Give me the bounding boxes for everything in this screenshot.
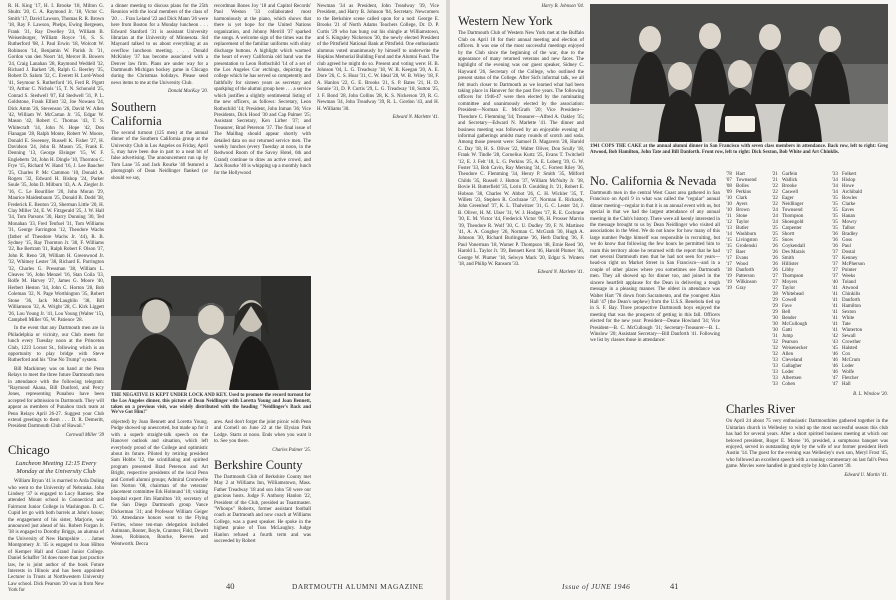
southern-california-heading: Southern California xyxy=(111,99,162,128)
attendee-name: Grodenski xyxy=(736,244,757,249)
class-year: '26 xyxy=(772,256,778,261)
attendee-name: McCullough xyxy=(782,322,808,327)
left-column-2 xyxy=(111,4,208,274)
attendee-name: Eaves xyxy=(842,208,854,213)
left-column-1 xyxy=(8,4,104,594)
class-year: '41 xyxy=(832,292,838,297)
class-year: '34 xyxy=(832,178,838,183)
class-year: '32 xyxy=(772,340,778,345)
attendee-name: Kenney xyxy=(842,256,858,261)
attendee-name: Gallagher xyxy=(782,364,802,369)
attendee-name: Toland xyxy=(842,280,856,285)
attendee-name: Tate xyxy=(842,322,851,327)
class-year: '41 xyxy=(832,322,838,327)
attendee-name: Townsend xyxy=(736,178,757,183)
class-year: '18 xyxy=(726,268,732,273)
right-page xyxy=(450,0,896,600)
class-year: '24 xyxy=(772,220,778,225)
attendee-name: Baer xyxy=(736,250,746,255)
attendee-name: Wolfe xyxy=(842,370,855,375)
class-year: '31 xyxy=(772,334,778,339)
left-column-2-lower xyxy=(111,420,208,566)
chicago-text: William Bryan '41 is married to Arda Duling who went to the University of Nebraska. John Lindsey '37 is engaged to Lucy Ramsey. She attended Mount school in Connecticut and Fairmont Junior College in Washington. D. C. Cupid let go with both barrels at John's house; the engagement of his sister, Marjorie, was announced just ahead of his. Robert Forgan Jr. '38 is engaged to Dorothy Briggs, an alumna of the University of New Hampshire . . . James Montgomery Jr. '45 is engaged to Joan Hilton of Kemper Hall and Grand Junior College. Daniel Schaffer '34 does more than just practice law, he is joint author of the book Future Interests in Illinois and has been appointed Lecturer in Trusts at Northwestern University Law school. Dick Pearson '20 was in from New York for xyxy=(8,479,104,594)
class-year: '12 xyxy=(726,220,732,225)
berkshire-signature: Edward N. Marlette '41. xyxy=(392,114,439,120)
attendee-name: Goss xyxy=(842,238,853,243)
class-year: '35 xyxy=(832,208,838,213)
class-year: '22 xyxy=(772,202,778,207)
attendee-name: Hamilton xyxy=(842,304,861,309)
attendee-name: Coykendall xyxy=(782,244,806,249)
class-year: '33 xyxy=(772,358,778,363)
right-page-number: 41 xyxy=(670,581,679,591)
right-footer-issue: Issue of JUNE 1946 xyxy=(562,582,631,591)
class-year: '08 xyxy=(726,184,732,189)
class-year: '25 xyxy=(772,226,778,231)
class-year: '36 xyxy=(832,244,838,249)
class-year: '46 xyxy=(832,370,838,375)
class-year: '19 xyxy=(726,280,732,285)
attendee-name: Hislop xyxy=(842,178,856,183)
class-year: '33 xyxy=(832,172,838,177)
berkshire-text: The Dartmouth Club of Berkshire County met May 2 at Williams Inn, Williamstown, Mass. Father Treadway '18 and son John '50 were our gracious hosts. Judge F. Anthony Hanlon '22, President of the Club, presided as Toastmaster. "Whoops" Roberts, former assistant football coach at Dartmouth and now coach at Williams College, was a guest speaker. He spoke in the highest praise of Tuss McLaughry. Judge Hanlon refused a fourth term and was succeeded by Robert xyxy=(214,475,311,545)
southern-california-continued: recordman Bones Joy '18 and Capitol Records' Paul Weston '33 collaborated most harmoniously at the piano, which shows that there is yet hope for the United Nations organization, and Johnny Merrill '37 sparked the songs. A welcome sign of the times was the replacement of the familiar uniforms with shiny discharge buttons. A highlight which warmed the heart of every California old hand was the presentation to Leon Rothschild '14 of a set of the Los Angeles Cor etchings, depicting the college which he has served so competently and faithfully for sixteen years as secretary and sparkplug of the alumni group here . . . a service which justifies a slightly sentimental listing of the new officers, as follows: Secretary, Leon Rothschild '14; President, John Inman '36; Vice Presidents, Dick Hood '30 and Cap Palmer '25; Assistant Secretary, Ken Lirber '37; and Treasurer, Brad Peterson '37. The final issue of The Mailbag should appear shortly with detailed data on our returned service men. The weekly lunches (every Tuesday at noon, in the Redwood Room of the Savoy Hotel, 6th and Grand) continue to draw an active crowd, and Jack Rourke '40 is whipping up a monthly lunch for the Hollywood xyxy=(214,4,311,176)
class-year: '45 xyxy=(832,346,838,351)
chicago-signature: Donald MacKay '20. xyxy=(167,89,208,95)
attendee-name: Loder xyxy=(782,370,794,375)
chicago-continued: a dinner meeting to discuss plans for the 25th Reunion with the local members of the class of '20 . . . Fran Leland '22 and Dick Mann '26 were here from Boston for a Monday luncheon . . . Edward Stanford '31 is assistant University librarian at the University of Minnesota. Sid Maynard talked to us about everything at an overflow luncheon meeting. . . . Donald McKinley '37 has become associated with a Denver law firm. Plans are under way for a Dartmouth Michigan hockey game in Chicago during the Christmas holidays. Please send news items to me at the University Club. xyxy=(111,4,208,86)
attendee-name: Danforth xyxy=(736,268,755,273)
class-year: '41 xyxy=(832,316,838,321)
class-year: '35 xyxy=(832,220,838,225)
class-year: '28 xyxy=(772,292,778,297)
attendee-name: McPherson xyxy=(842,262,865,267)
class-year: '30 xyxy=(772,316,778,321)
class-year: '27 xyxy=(772,274,778,279)
attendee-name: Thompson xyxy=(782,274,804,279)
berkshire-signature-right: Harry B. Johnson '04. xyxy=(541,4,584,9)
attendee-name: Talbot xyxy=(842,226,855,231)
class-year: '33 xyxy=(772,382,778,387)
class-year: '40 xyxy=(832,280,838,285)
left-page xyxy=(0,0,446,600)
left-column-4 xyxy=(317,4,439,566)
attendee-name: Evans xyxy=(736,256,749,261)
attendee-name: Ayers xyxy=(736,202,748,207)
class-year: '11 xyxy=(726,214,732,219)
attendee-name: Hanan xyxy=(842,214,856,219)
class-1941-photo-caption: 1941 COPS THE CAKE at the annual alumni dinner in San Francisco with seven class members in attendance. Back row, left to right: Greg Atwood, Bob Hamilton, John Tate and Bill Danforth. Front row, left to right: Dick Sexton, Bob White and Art Chinklis. xyxy=(590,144,888,155)
attendee-name: Paul xyxy=(842,244,851,249)
attendee-name: Archibald xyxy=(842,190,862,195)
attendee-name: Livingston xyxy=(736,238,758,243)
class-list-2 xyxy=(772,172,832,388)
attendee-name: Patterson xyxy=(736,274,755,279)
class-year: '14 xyxy=(726,232,732,237)
class-year: '33 xyxy=(772,364,778,369)
class-year: '15 xyxy=(726,238,732,243)
philadelphia-signature: Cornwall Miller '39 xyxy=(65,432,104,438)
neidlinger-photo-caption: THE NEGATIVE IS KEPT UNDER LOCK AND KEY. Used to promote the record turnout for the Los Angeles dinner, this picture of Dean Neidlinger with Loretta Young and Joan Bennett, taken on a previous visit, was widely distributed with the heading "Neidlinger's Back and We've Got Him!" xyxy=(111,393,311,416)
attendee-name: Gatti xyxy=(782,328,792,333)
attendee-name: Shortt xyxy=(782,232,795,237)
class-1941-photo-image xyxy=(590,4,888,142)
attendee-name: Thompson xyxy=(782,214,804,219)
class-year: '15 xyxy=(726,244,732,249)
western-new-york-signature: Edward N. Marlette '41. xyxy=(537,270,584,276)
attendee-name: Townsend xyxy=(782,208,803,213)
class-year: '37 xyxy=(832,262,838,267)
attendee-name: Cowell xyxy=(782,298,797,303)
attendee-name: Hillister xyxy=(782,262,799,267)
attendee-name: Gray xyxy=(736,286,746,291)
neidlinger-photo xyxy=(111,276,311,390)
attendee-name: Danforth xyxy=(842,298,861,303)
attendee-name: Perkins xyxy=(736,190,751,195)
attendee-name: Neidlinger xyxy=(782,202,804,207)
attendee-name: Stone xyxy=(736,214,748,219)
class-year: '37 xyxy=(832,268,838,273)
philadelphia-paragraph: In the event that any Dartmouth men are in Philadelphia or vicinity, our Club meets for lunch every Tuesday noon at the Princeton Club, 1223 Locust St., following which is an opportunity to play bridge with Steve Rutherford and his "One No Trump" system. xyxy=(8,326,104,364)
attendee-name: Caswell xyxy=(782,190,799,195)
left-column-3 xyxy=(214,4,311,274)
northern-california-signature: B. L. Winslow '20. xyxy=(853,392,888,397)
attendee-name: Snow xyxy=(782,238,794,243)
class-year: '27 xyxy=(772,280,778,285)
attendee-name: White xyxy=(842,316,855,321)
class-year: '10 xyxy=(726,208,732,213)
class-year: '25 xyxy=(772,238,778,243)
class-year: '41 xyxy=(832,298,838,303)
class-year: '21 xyxy=(772,178,778,183)
attendee-name: Brown xyxy=(736,208,750,213)
southern-california-closing: ares. And don't forget the joint picnic with Penn and Cornell on June 22 at the Elysian Park Lodge. Starts at noon. Ends when you want it to. See you there. xyxy=(214,420,311,445)
attendee-name: Fletcher xyxy=(842,376,859,381)
class-year: '36 xyxy=(832,232,838,237)
chicago-heading: Chicago xyxy=(8,443,50,458)
attendee-name: Loder xyxy=(842,364,854,369)
class-year: '33 xyxy=(772,376,778,381)
chicago-subheading: Luncheon Meeting 12:15 Every Monday at the University Club xyxy=(15,460,97,475)
attendee-name: Howe xyxy=(842,184,854,189)
attendee-name: Bowles xyxy=(842,196,857,201)
attendee-name: Garfein xyxy=(782,172,798,177)
class-year: '37 xyxy=(832,250,838,255)
class-list-column-3 xyxy=(832,172,890,392)
attendee-name: Cohen xyxy=(782,382,796,387)
class-year: '41 xyxy=(832,286,838,291)
attendee-name: Shoengold xyxy=(782,220,804,225)
right-column-3 xyxy=(726,392,888,566)
class-year: '33 xyxy=(772,370,778,375)
class-year: '17 xyxy=(726,250,732,255)
western-new-york-text: The Dartmouth Club of Western New York met at the Buffalo Club on April 18 for their annual meeting and election of officers. It was one of the most successful meetings enjoyed by the Club since the beginning of the war, due to the appearance of many returned veterans and new faces. The highlight of the evening was our guest speaker, Sidney C. Hayward '26, Secretary of the College, who outlined the present status of the College. After Sid's informal talk, we all felt much closer to Dartmouth as we learned what had been taking place in Hanover for the past five years. The following officers for 1946-47 were then elected by the nominating committee and unanimously elected by the association: President—Norman E. McGrath '20; Vice President—Theodore C. Flemming '34; Treasurer—Alfred A. Oakley '35; and Secretary—Edward N. Marlette '41. The dinner and business meeting was followed by an enjoyable evening of informal gatherings amidst many rounds of scotch and soda. Among those present were: Samuel D. Magavern '28, Harold C. Day '18, H. S. Oliver '22, Walter Oliver, Don Scully '18, Frank W. Tindle '28, Cornelius Kurtz '25, Evans T. Twitchell '12, E. J. Felt '18, L. G. Perkins '25, A. E. Loberg '39, G. W. Foster '33, Bob Cavin, Ray Mersing '34, C. Forrest Riley '36, Theodore C. Flemming '34, Henry P. Smith '35, Milford Childs '35, Russell J. Hutton '37, William McNulty Jr. '38, Bovie H. Butterfield '35, Lorin D. Goulding Jr. '21, Robert E. Hobson '38, Charles W. Abbot '26, C. H. Wickler '35, T. Willets '23, Stephen R. Cochrane '37, Norman E. Richards, John Greenleaf '37, K. L. Thalwitzer '31, G. C. Lester '24, J. B. Oliver, H. M. Ulser '31, W. J. Hodges '17, R. E. Cochrane '30, E. M. Victor '44, Frederick Victor '06, H. Prosser Marvin '39, Theodore R. Wolf '30, C. U. Dudley '39, F. N. Martinez '41, A. A. Coughey '26, Norman C. McGrath '30, Hugh A. Johnson '30, Richard Burlingame '36, Herb Darling '36, F. Paul Vonerman '18, Warner P. Thompson '48, Ernie Reed '30, Harold L. Taylor Jr. '39, Bennett Kent '46, Harold Plumer '46, George W. Plumer '18, Selwyn Mack '20, Edgar S. Winters '18, and Philip W. Ransom '33. xyxy=(458,31,584,268)
attendee-name: Moyers xyxy=(782,280,798,285)
class-list-3 xyxy=(832,172,890,388)
berkshire-heading: Berkshire County xyxy=(214,458,303,473)
attendee-name: Fave xyxy=(782,304,792,309)
class-year: '35 xyxy=(832,226,838,231)
attendee-name: Carpenter xyxy=(782,226,802,231)
class-year: '47 xyxy=(832,376,838,381)
class-year: '25 xyxy=(772,232,778,237)
class-year: '24 xyxy=(772,214,778,219)
class-year: '30 xyxy=(772,328,778,333)
attendee-name: Crowther xyxy=(842,340,861,345)
attendee-name: Hart xyxy=(736,172,745,177)
charles-river-text: On April 24 about 75 very enthusiastic Dartmouthites gathered together in the Unitarian church in Wellesley to wind up the most successful season this club has had for several years. After a short spirited business meeting at which our beloved president, Roger E. Morse '16, presided, a sumptuous banquet was enjoyed, served in outstanding style by the wife of our former president Herb Austin '14. The guest for the evening was Wellesley's own son, Meryl Frost '45, who followed an excellent speech with a running commentary on last fall's Penn game. Movies were handled in grand style by John Garrett '30. xyxy=(726,419,888,470)
attendee-name: Bolles xyxy=(736,184,749,189)
class-year: '10 xyxy=(726,196,732,201)
class-year: '43 xyxy=(832,340,838,345)
attendee-name: McCrum xyxy=(842,358,861,363)
class-year: '46 xyxy=(832,358,838,363)
left-column-3-lower xyxy=(214,420,311,566)
attendee-name: Taylor xyxy=(736,220,749,225)
class-year: '22 xyxy=(772,190,778,195)
class-list-column-2b xyxy=(772,172,832,392)
class-year: '41 xyxy=(832,310,838,315)
attendee-name: Bender xyxy=(782,316,797,321)
class-year: '36 xyxy=(832,238,838,243)
attendee-name: Jump xyxy=(782,334,793,339)
class-year: '41 xyxy=(832,328,838,333)
attendee-name: Wallick xyxy=(782,178,798,183)
southern-california-signature: Charles Palmer '25. xyxy=(272,447,311,453)
penn-relays-paragraph: Bill Mackinney was on hand at the Penn Relays to meet the three future Dartmouth men in attendance with the following telegram: "Raymond Akana, Bill Dunford, and Percy Jones, representing Punahou have been accepted for admission to Dartmouth. They will appear as members of Punahou track team at Penn Relays April 26-27. Suggest your Club extend greetings to them . . . D. R. Demeritt, President Dartmouth Club of Hawaii." xyxy=(8,366,104,430)
class-year: '22 xyxy=(772,196,778,201)
class-year: '37 xyxy=(832,274,838,279)
attendee-list: R. H. King '17, H. I. Brooke '18, Milton G. Shultz '20, C. A. Raymond Jr. '18, Victor C. Smith '17, David Lawson, Thomas R. R. Brown '18, Ray F. Lawson, Phelps, Ewing Bergesen, Frank '31, Ray Dwelley '24, William B. Weisenburger, William Royce '16, S. S. Rutherford '08, J. Paul Erwin '18, Wolcott W. Robinson '14, Benjamin W. Parish Jr. '31, Gordon van den Noort '44, Mercer B. Bowers '24, Craig Lanahan '28, Raymond Weddell '32, Richard J. Barkett '26, Ralph G. Beerley '35, Robert D. Salom '32, C. Everett H. Lord-Wood '41, Seymour S. Rutherford '16, Ferd R. Pigott '19, Arthur C. Nichols '15, T. N. Schonold '25, Conrad S. Stedwell '07, Ed Stedwell '31, P. L. Goldstone, Frank Elliott '32, Joe Nowaea '24, Dick Amm '26, Stevenson '26, David W. Allen '42, William W. McCartan Jr. '35, Edgar W. Mason '42, Robert C. Thomas '43, T. S. Whitecraft '14, John N. Hope '42, Don Flanagan '28, Ralph Monte, Robert W. Moore, Donald E. Sweeney, Russell K. Fisher '27, H. Davidson '24, John B. Mason '25, Frank E. Denning '13, George Elsinger '15, W. F. Engleberts '24, John H. Dingle '10, Thornton C. Frye '15, Richard W. Hand '16, J. Lee Baucher '25, Charles P. Mc Cammon '10, Donald A. Rogers '32, Edward H. Bishop '24, Parker Soule '35, John D. Milburn '43, A. A. Ziegler Jr. '16, C. Le Bourillier '20, John Moran '29, Maurice Maidenbaum '25, Donald B. Dodd '38, Frederick E. Benton '23, Sherman Little '20, H. Clay Miller '24, E. W. Fitzgerald '25, J. W. Hall '34, Tom Parsons '30, Harry Dunning '30, Ted Monahan '33, Fred Tenfuel '31, Tom Williams '31, George Farrington '12, Theodore Wachs (father of Theodore Wachs Jr. '44), R. B. Sydney '15, Ray Thornton Jr. '38, F. Williams '22, Ike Bertram '31, Ralph Robert F. Olson '37, John R. Reno '28, William H. Greenwood Jr. '32, Whitney Lester '38, Richard E. Parrington '32, Charles G. Pressman '38, William L. Cleaves '16, John Menzel '16, Stan Coila '33, Rolfe M. Harvey '27, James G. Moore '40, Herbert Heston '34, John C. Horton '28, Bob Coleman '32, N. Page Worthington '35, Robert Stone '36, Jack McLaughlin '38, Bill Williamson '32, A. Wright '28, C. Kirk Liggett '26, Lou Young Jr. '41, Lou Young (Walter '15), Campbell Miller '05, W. Patience '28. xyxy=(8,4,104,323)
class-year: '26 xyxy=(772,244,778,249)
attendee-name: Taylor xyxy=(782,286,795,291)
class-year: '19 xyxy=(726,286,732,291)
class-year: '35 xyxy=(832,196,838,201)
western-new-york-heading: Western New York xyxy=(458,14,553,29)
class-year: '46 xyxy=(832,352,838,357)
attendee-name: Albertsen xyxy=(782,376,802,381)
left-page-number: 40 xyxy=(226,581,235,591)
right-column-2 xyxy=(590,170,720,566)
attendee-name: Clark xyxy=(736,196,748,201)
class-year: '29 xyxy=(772,298,778,303)
class-year: '13 xyxy=(726,226,732,231)
class-year: '24 xyxy=(772,208,778,213)
class-year: '32 xyxy=(772,352,778,357)
class-1941-photo xyxy=(590,4,888,142)
class-year: '32 xyxy=(772,346,778,351)
attendee-name: Whitehead xyxy=(782,292,804,297)
attendee-name: Weisenecker xyxy=(782,346,808,351)
attendee-name: Pointer xyxy=(842,268,857,273)
charles-river-signature: Edward U. Martin '41. xyxy=(844,472,888,478)
attendee-name: Butler xyxy=(736,226,749,231)
attendee-name: Wood xyxy=(736,262,748,267)
class-year: '27 xyxy=(772,286,778,291)
attendee-name: Mowry xyxy=(842,220,857,225)
attendee-name: Dostal xyxy=(842,250,856,255)
attendee-name: Sewall xyxy=(842,334,856,339)
class-year: '07 xyxy=(726,178,732,183)
neidlinger-photo-image xyxy=(111,276,311,390)
charles-river-heading: Charles River xyxy=(726,402,796,417)
class-year: '19 xyxy=(726,274,732,279)
class-year: '41 xyxy=(832,304,838,309)
attendee-name: Libby xyxy=(782,268,794,273)
class-year: '35 xyxy=(832,202,838,207)
class-year: '47 xyxy=(832,382,838,387)
attendee-name: Chinkilis xyxy=(842,292,861,297)
southern-california-text: The second turnout (125 men) at the annual dinner of the Southern California group at the University Club in Los Angeles on Friday, April 5, may have been due in part to a neat bit of false advertising. The announcement run up by Tom Lane '35 and Jack Rourke '40 featured a photograph of Dean Neidlinger flanked (or should we say, xyxy=(111,130,208,181)
class-year: '26 xyxy=(772,268,778,273)
attendee-name: Wilkinson xyxy=(736,280,757,285)
attendee-name: Folkert xyxy=(842,172,857,177)
class-year: '29 xyxy=(772,310,778,315)
attendee-name: Bell xyxy=(782,310,791,315)
class-year: '30 xyxy=(772,322,778,327)
northern-california-heading: No. California & Nevada xyxy=(590,174,717,188)
class-year: '29 xyxy=(772,304,778,309)
berkshire-officers-repeat: Newman '34 as President, John Treadway '39, Vice President, and Harry B. Johnson '04, Secretary. Newcomers to the Berkshire scene called upon for a nod: George E. Brooks '21 of North Adams Teachers College, Dr. D. P. Curtis '29 who has hung out his shingle at Williamstown, and S. Kingsley Nickerson '30, the newly elected President of the Pittsfield National Bank at Pittsfield. One enthusiastic alumnus voted unanimously by himself to underwrite the Hopkins Memorial Building Fund and the Alumni Fund. The club agreed he might do so. Present and voting were: H. B. Johnson '04, L. G. Treadway '18, W. B. Keegan '20, A. E. Dore '26, C. S. Hoar '31, C. W. Ideal '28, W. B. Wiley '18, F. A. Hanlon '22, G. E. Brooks '21, S. P. Bates '21, H. D. Sonnie '31, D. P. Curtis '29, L. G. Treadway '18, Sutton '25, J. F. Bond '28, John Collins '28, K. S. Nickerson '29, R. G. Newman '34, John Treadway '39, R. L. Gordon '43, and H. H. Williams '30. xyxy=(317,4,439,112)
attendee-name: Smith xyxy=(782,256,794,261)
class-year: '34 xyxy=(832,184,838,189)
southern-california-mid: objected) by Joan Bennett and Loretta Young. Pudge showed up unescorted, but made up for it with a superb straight-talk speech on the Hanover outlook and situation, which left everybody proud of the College and optimistic about its future. Piloted by retiring president Sam Hobbs '12, the scintillating and spirited program presented Brad Peterson and Art Bright, respective presidents of the local Penn and Cornell alumni groups; Admiral Cromwelle Ion Norton '08, chairman of the veterans' placement committee Erk Holmund '10; visiting hospital expert Jim Hamilton '10; secretary of the San Diego Dartmouth group Vance Dickerman '31; and Professor William Geiger '10. Attendance honors went to the Flying Forties, whose ten-man delegation included Aulmann, Bonter, Boyle, Cranmer, Fidd, Dewitt Jones, Robinson, Rourke, Reeves and Wentworth. Decca xyxy=(111,420,208,547)
attendee-name: Halsted xyxy=(842,346,858,351)
class-year: '10 xyxy=(726,202,732,207)
attendee-name: Pearson xyxy=(782,340,798,345)
attendee-name: Clarke xyxy=(842,202,856,207)
attendee-name: Eager xyxy=(782,196,794,201)
attendee-name: Sexton xyxy=(842,310,856,315)
class-year: '35 xyxy=(832,214,838,219)
class-year: '17 xyxy=(726,256,732,261)
attendee-name: Atwood xyxy=(842,286,859,291)
attendee-name: Brooke xyxy=(782,184,797,189)
attendee-name: Cleveland xyxy=(782,358,803,363)
attendee-name: Weeks xyxy=(842,274,856,279)
class-year: '22 xyxy=(772,184,778,189)
northern-california-text: Dartmouth men in the central West Coast area gathered in San Francisco on April 9 in what was called the "regular" annual dinner meeting—regular in that it is an annual event with us, but special in that we had the largest attendance of any annual meeting in the Club's history. There were all keenly interested in the message brought to us by Dean Neidlinger who visited all associations in the West. We do not know for how many of this large number Pudge himself was responsible in recruiting, but we do know that following the few hours he permitted him to roam this territory alone he returned with the report that he had met several Dartmouth men that he had not seen for years—head-on right on Market Street in San Francisco—and in a couple of other places where you sometimes see Dartmouth men. They all showed up for dinner too, and joined in the sincere heartfelt applause for the Dean in delivering a tough message in a pleasing manner. The oldest in attendance was Walter Hart '78 down from Sacramento, and the youngest Alan Hall '47 (the Dean's nephew) from the U.S.S. Benebola tied up in S. F. Bay. Three prospective Dartmouth boys enjoyed the meeting that was the prospects of getting in this fall. Officers elected for the new year: President—Deane Howland '34; Vice President—B. C. McCullough '31; Secretary-Treasurer—B. L. Winslow '20; Assistant Secretary—Bill Danforth '41. Following we list by classes those in attendance: xyxy=(590,191,720,344)
class-year: '78 xyxy=(726,172,732,177)
class-year: '09 xyxy=(726,190,732,195)
attendee-name: Des Marais xyxy=(782,250,805,255)
class-year: '46 xyxy=(832,364,838,369)
attendee-name: Cox xyxy=(842,352,851,357)
attendee-name: Winterton xyxy=(842,328,863,333)
attendee-name: Bradley xyxy=(842,232,858,237)
right-column-1 xyxy=(458,4,584,562)
class-year: '26 xyxy=(772,262,778,267)
attendee-name: Washburn xyxy=(736,232,757,237)
class-year: '42 xyxy=(832,334,838,339)
class-year: '26 xyxy=(772,250,778,255)
attendee-name: Allen xyxy=(782,352,794,357)
attendee-name: Hall xyxy=(842,382,851,387)
class-year: '34 xyxy=(832,190,838,195)
class-year: '21 xyxy=(772,172,778,177)
left-footer-title: DARTMOUTH ALUMNI MAGAZINE xyxy=(292,582,424,591)
class-year: '17 xyxy=(726,262,732,267)
class-year: '37 xyxy=(832,256,838,261)
